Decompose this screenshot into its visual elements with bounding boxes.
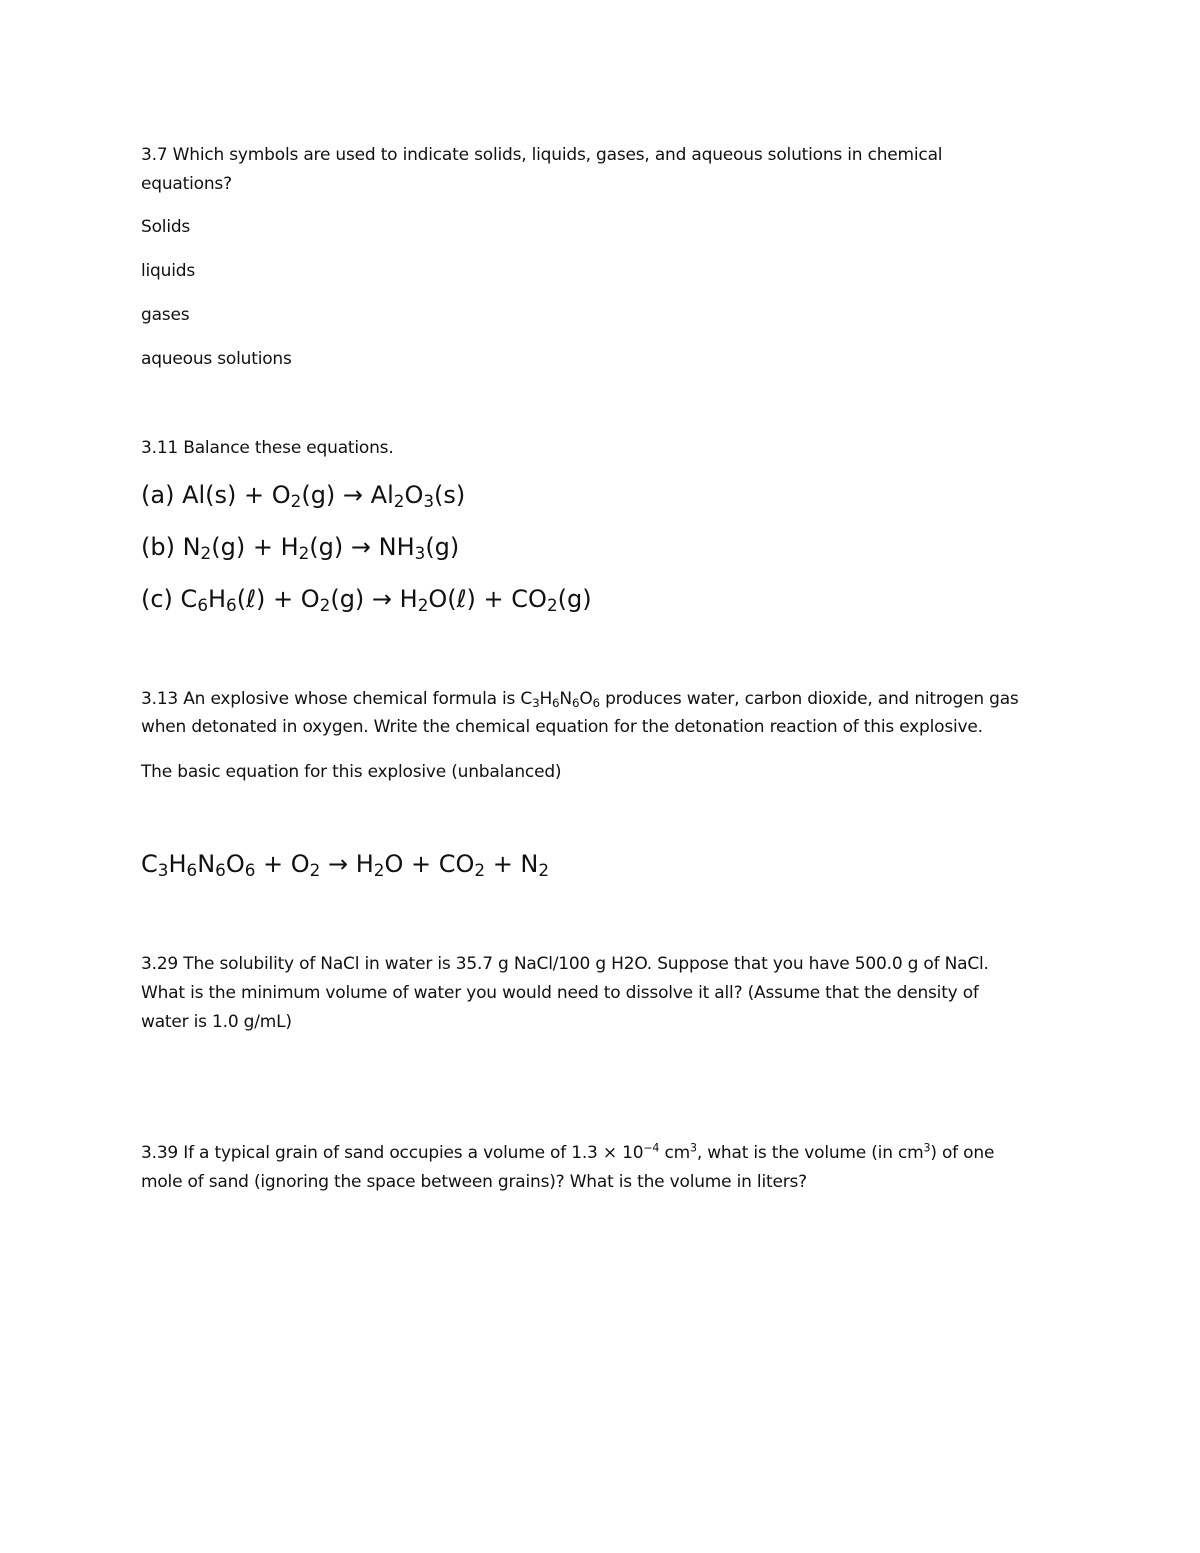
- equation-a: (a) $Al(s) + O_2(g) \to Al_2O_3(s)$: [141, 481, 466, 512]
- q37-item-liquids: liquids: [141, 261, 195, 281]
- equation-c: (c) $C_6H_6(\ell) + O_2(g)$ → $H_2O(\ell) + CO_2(g)$: [141, 585, 592, 616]
- q37-item-gases: gases: [141, 305, 190, 325]
- q37-item-aqueous: aqueous solutions: [141, 349, 292, 369]
- explosive-equation: $C_3H_6N_6O_6 + O_2 \to H_2O + CO_2 + N_2$: [141, 850, 550, 881]
- q313-line2: when detonated in oxygen. Write the chemical equation for the detonation reaction of this explosive.: [141, 717, 983, 737]
- q329-line2: What is the minimum volume of water you would need to dissolve it all? (Assume that the density of: [141, 983, 979, 1003]
- q329-line1: 3.29 The solubility of NaCl in water is 35.7 g NaCl/100 g H2O. Suppose that you have 500.0 g of NaCl.: [141, 954, 989, 974]
- equation-b: (b) $N_2(g) + H_2(g) \to NH_3(g)$: [141, 533, 460, 564]
- q37-item-solids: Solids: [141, 217, 191, 237]
- q311-prompt: 3.11 Balance these equations.: [141, 438, 394, 458]
- q329-line3: water is 1.0 g/mL): [141, 1012, 292, 1032]
- q313-line3: The basic equation for this explosive (unbalanced): [141, 762, 562, 782]
- q339-line1: 3.39 If a typical grain of sand occupies a volume of $1.3 \times 10^{-4}$ $cm^3$, what is the volume (in $cm^3$) of one: [141, 1141, 995, 1163]
- q37-line1: 3.7 Which symbols are used to indicate solids, liquids, gases, and aqueous solutions in chemical: [141, 145, 943, 165]
- q313-line1: 3.13 An explosive whose chemical formula is $C_3H_6N_6O_6$ produces water, carbon dioxide, and nitrogen gas: [141, 689, 1019, 710]
- q339-line2: mole of sand (ignoring the space between grains)? What is the volume in liters?: [141, 1172, 807, 1192]
- q37-line2: equations?: [141, 174, 232, 194]
